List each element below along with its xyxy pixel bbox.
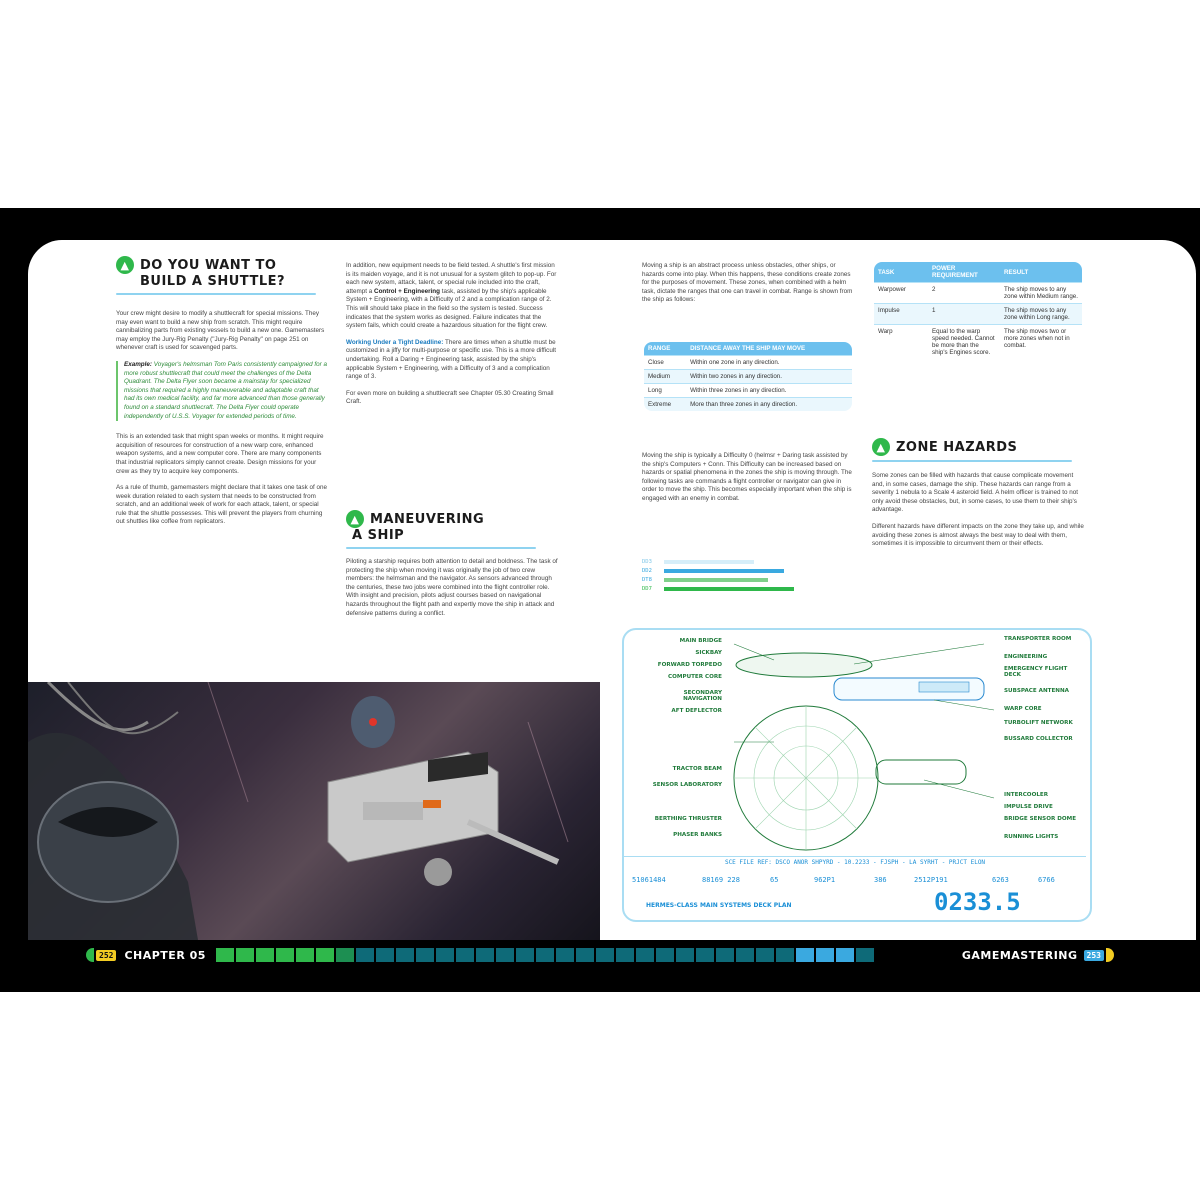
footer-yellow-tab [1106, 948, 1114, 962]
example-text: Voyager's helmsman Tom Paris consistently campaigned for a more robust shuttlecraft that could meet the challenges of the Delta Quadrant. The Delta Flyer soon became a mainstay for specialized missions that required a highly maneuverable and adaptable craft that had its own medical facility, and far more advanced than those generally found on a standard shuttlecraft. The Delta Flyer could operate independently of U.S.S. Voyager for extended periods of time. [124, 360, 328, 420]
shuttle-paragraph-1: Your crew might desire to modify a shuttlecraft for special missions. They may even want to build a new ship from scratch. This might require cannibalizing parts from existing vessels to build a new one. Gamemasters may employ the Jury-Rig Penalty ("Jury-Rig Penalty" on page 251 on whenever craft is used for scavenged parts. [116, 310, 325, 352]
chapter-label: CHAPTER 05 [124, 948, 206, 962]
shuttle-title-line2: BUILD A SHUTTLE? [140, 274, 286, 289]
table-row [643, 370, 853, 384]
distance-cell: Within three zones in any direction. [686, 384, 853, 398]
maneuver-paragraph: Piloting a starship requires both attention to detail and boldness. The task of protecting the ship when moving it was originally the job of two crew members: the helmsman and the navigator. As sensors advanced through the centuries, these two jobs were combined into the flight controller role. With insight and precision, pilots adjust courses based on navigational hazards throughout the flight path and expertly move the ship in attack and defensive patterns during a conflict. [346, 558, 558, 617]
deck-label-right: EMERGENCY FLIGHT DECK [1004, 666, 1068, 678]
deck-stat: 51061484 [632, 876, 666, 884]
col3-paragraph-1: Moving a ship is an abstract process unless obstacles, other ships, or hazards come into play. When this happens, these conditions create zones for the purposes of movement. These zones, when combined with a helm task, dictate the ranges that one can travel in combat. Range is shown from the ship as follows: [642, 262, 853, 304]
heading-underline [346, 547, 536, 549]
maneuver-heading [346, 510, 558, 549]
right-page-marker [1084, 948, 1114, 962]
deck-label-right: BUSSARD COLLECTOR [1004, 736, 1073, 742]
right-page-number: 253 [1084, 950, 1104, 961]
left-page-marker [86, 948, 116, 962]
deck-stat: 962P1 [814, 876, 836, 884]
deck-header-line: SCE FILE REF: DSCO ANOR SHPYRD - 10.2233 - FJSPH - LA SYRHT - PRJCT ELON [624, 856, 1086, 866]
hazards-heading [872, 438, 1084, 462]
deck-label-right: RUNNING LIGHTS [1004, 834, 1059, 840]
deck-label-left: SICKBAY [695, 650, 722, 656]
starfleet-delta-icon: ▲ [346, 510, 364, 528]
deck-stat: 386 [874, 876, 887, 884]
hazards-title: ZONE HAZARDS [896, 439, 1018, 455]
col3-paragraph-2: Moving the ship is typically a Difficulty 0 (helmsr + Daring task assisted by the ship's Computers + Conn. This Difficulty can be increased based on hazards or spatial phenomena in the zones the ship is moving through. The following tasks are commands a flight controller or navigator can give in order to move the ship. This becomes especially important when the ship is engaged with an enemy in combat. [642, 452, 852, 502]
column-2 [346, 262, 558, 415]
section-label: GAMEMASTERING [961, 948, 1078, 962]
deck-label-left: FORWARD TORPEDO [657, 662, 722, 668]
deck-label-left: MAIN BRIDGE [679, 638, 722, 644]
bar-label: DD3 [642, 559, 652, 565]
col2-paragraph-1 [346, 262, 558, 331]
maneuver-title-line1: MANEUVERING [370, 511, 485, 527]
status-bar [664, 587, 794, 591]
deck-label-left: SENSOR LABORATORY [652, 782, 722, 788]
example-label: Example: [124, 360, 152, 368]
deck-label-left: SECONDARY NAVIGATION [683, 690, 722, 702]
column-4 [872, 472, 1084, 557]
deck-label-right: INTERCOOLER [1004, 792, 1049, 798]
table-row [873, 325, 1083, 361]
deadline-text: There are times when a shuttle must be customized in a jiffy for multi-purpose or specific use. This is a more difficult undertaking. Roll a Daring + Engineering task, assisted by the ship's applicable System + Engineering, with a Difficulty of 3 and a complication range of 3. [346, 338, 556, 381]
distance-cell: Within two zones in any direction. [686, 370, 853, 384]
deck-stat: 6766 [1038, 876, 1055, 884]
deadline-label: Working Under a Tight Deadline: [346, 338, 444, 346]
shuttle-title-line1: DO YOU WANT TO [140, 257, 277, 273]
power-header: POWER REQUIREMENT [928, 261, 1000, 283]
heading-underline [116, 293, 316, 295]
status-bar [664, 560, 754, 564]
shuttle-paragraph-3: As a rule of thumb, gamemasters might declare that it takes one task of one week duration related to each system that needs to be constructed from scratch, and an additional week of work for each attack, talent, or special rule that the shuttle possesses. This will prevent the players from churning out shuttles like coffee from replicators. [116, 484, 328, 526]
distance-cell: More than three zones in any direction. [686, 398, 853, 413]
task-cell: Warpower [873, 283, 928, 304]
range-cell: Long [643, 384, 686, 398]
range-table [642, 340, 854, 413]
task-cell: Impulse [873, 304, 928, 325]
shuttle-paragraph-2: This is an extended task that might span weeks or months. It might require acquisition of resources for construction of a new warp core, enhanced weapon systems, and a new computer core. There are many components that industrial replicators simply cannot create. Design missions for your crew as they try to acquire key components. [116, 433, 324, 475]
deck-label-right: WARP CORE [1004, 706, 1042, 712]
shuttle-artwork-svg [28, 682, 600, 940]
range-header: RANGE [643, 341, 686, 356]
status-bar [664, 569, 784, 573]
starfleet-delta-icon: ▲ [116, 256, 134, 274]
shuttle-artwork [28, 682, 600, 940]
deck-label-right: ENGINEERING [1004, 654, 1048, 660]
result-header: RESULT [1000, 261, 1083, 283]
deadline-paragraph [346, 339, 558, 382]
deck-big-number: 0233.5 [934, 888, 1021, 916]
bar-label: DD7 [642, 586, 652, 592]
deck-label-left: COMPUTER CORE [668, 674, 722, 680]
deck-stat: 88169 228 [702, 876, 740, 884]
distance-header: DISTANCE AWAY THE SHIP MAY MOVE [686, 341, 853, 356]
table-row [873, 283, 1083, 304]
deck-label-right: TRANSPORTER ROOM [1004, 636, 1072, 642]
distance-cell: Within one zone in any direction. [686, 356, 853, 370]
result-cell: The ship moves two or more zones when not in combat. [1000, 325, 1083, 361]
column-3 [642, 262, 854, 313]
heading-underline [872, 460, 1072, 462]
footer-bar [86, 946, 1114, 964]
col2-p1-text-b: task, assisted by the ship's applicable System + Engineering, with a Difficulty of 2 and a complication range of 2. This will should take place in the field so the system is tested. Success indicates that the system works as designed. Failure indicates that the system fails, which could create a hazardous situation for the flight crew. [346, 287, 552, 330]
shuttle-heading [116, 256, 326, 295]
footer-green-tab [86, 948, 94, 962]
power-table [872, 260, 1084, 361]
deck-label-right: TURBOLIFT NETWORK [1004, 720, 1073, 726]
deck-plan [622, 628, 1092, 922]
deck-label-left: AFT DEFLECTOR [671, 708, 722, 714]
deck-stat: 2512P191 [914, 876, 948, 884]
table-row [643, 356, 853, 370]
table-row [873, 304, 1083, 325]
example-block [116, 361, 328, 421]
task-cell: Warp [873, 325, 928, 361]
deck-stat: 6263 [992, 876, 1009, 884]
table-row [643, 398, 853, 413]
deck-label-right: IMPULSE DRIVE [1004, 804, 1053, 810]
left-page-number: 252 [96, 950, 116, 961]
col2-p1-text: In addition, new equipment needs to be field tested. A shuttle's first mission is its maiden voyage, and it is not unusual for a system glitch to pop-up. For each new system, attack, talent, or special rule included into the craft, attempt a [346, 262, 557, 295]
power-cell: Equal to the warp speed needed. Cannot be more than the ship's Engines score. [928, 325, 1000, 361]
deck-label-left: PHASER BANKS [673, 832, 722, 838]
deck-stat: 65 [770, 876, 779, 884]
task-header: TASK [873, 261, 928, 283]
footer-segments [216, 948, 952, 962]
bar-label: DT8 [642, 577, 652, 583]
range-cell: Close [643, 356, 686, 370]
range-cell: Medium [643, 370, 686, 384]
more-info-paragraph: For even more on building a shuttlecraft see Chapter 05.30 Creating Small Craft. [346, 389, 554, 406]
deck-caption: HERMES-CLASS MAIN SYSTEMS DECK PLAN [646, 902, 792, 909]
result-cell: The ship moves to any zone within Long range. [1000, 304, 1083, 325]
deck-label-right: BRIDGE SENSOR DOME [1004, 816, 1077, 822]
table-row [643, 384, 853, 398]
status-bars [642, 558, 812, 593]
maneuver-title-line2: A SHIP [352, 528, 405, 543]
hazards-paragraph-1: Some zones can be filled with hazards that cause complicate movement and, in some cases, damage the ship. These hazards can range from a severity 1 nebula to a Scale 4 asteroid field. A helm officer is trained to not only avoid these obstacles, but, in some cases, to use them to their ship's advantage. [872, 472, 1079, 514]
range-cell: Extreme [643, 398, 686, 413]
power-cell: 2 [928, 283, 1000, 304]
deck-label-left: TRACTOR BEAM [672, 766, 722, 772]
result-cell: The ship moves to any zone within Medium range. [1000, 283, 1083, 304]
deck-label-left: BERTHING THRUSTER [654, 816, 722, 822]
column-3-lower [642, 452, 854, 512]
bar-label: DD2 [642, 568, 652, 574]
maneuver-text [346, 558, 558, 626]
status-bar [664, 578, 768, 582]
deck-label-right: SUBSPACE ANTENNA [1004, 688, 1069, 694]
column-1 [116, 310, 328, 535]
col2-p1-keyword: Control + Engineering [374, 287, 440, 295]
power-cell: 1 [928, 304, 1000, 325]
hazards-paragraph-2: Different hazards have different impacts on the zone they take up, and while avoiding these zones is almost always the best way to deal with them, sometimes it is impossible to circumvent them or their effects. [872, 522, 1084, 548]
starfleet-delta-icon: ▲ [872, 438, 890, 456]
